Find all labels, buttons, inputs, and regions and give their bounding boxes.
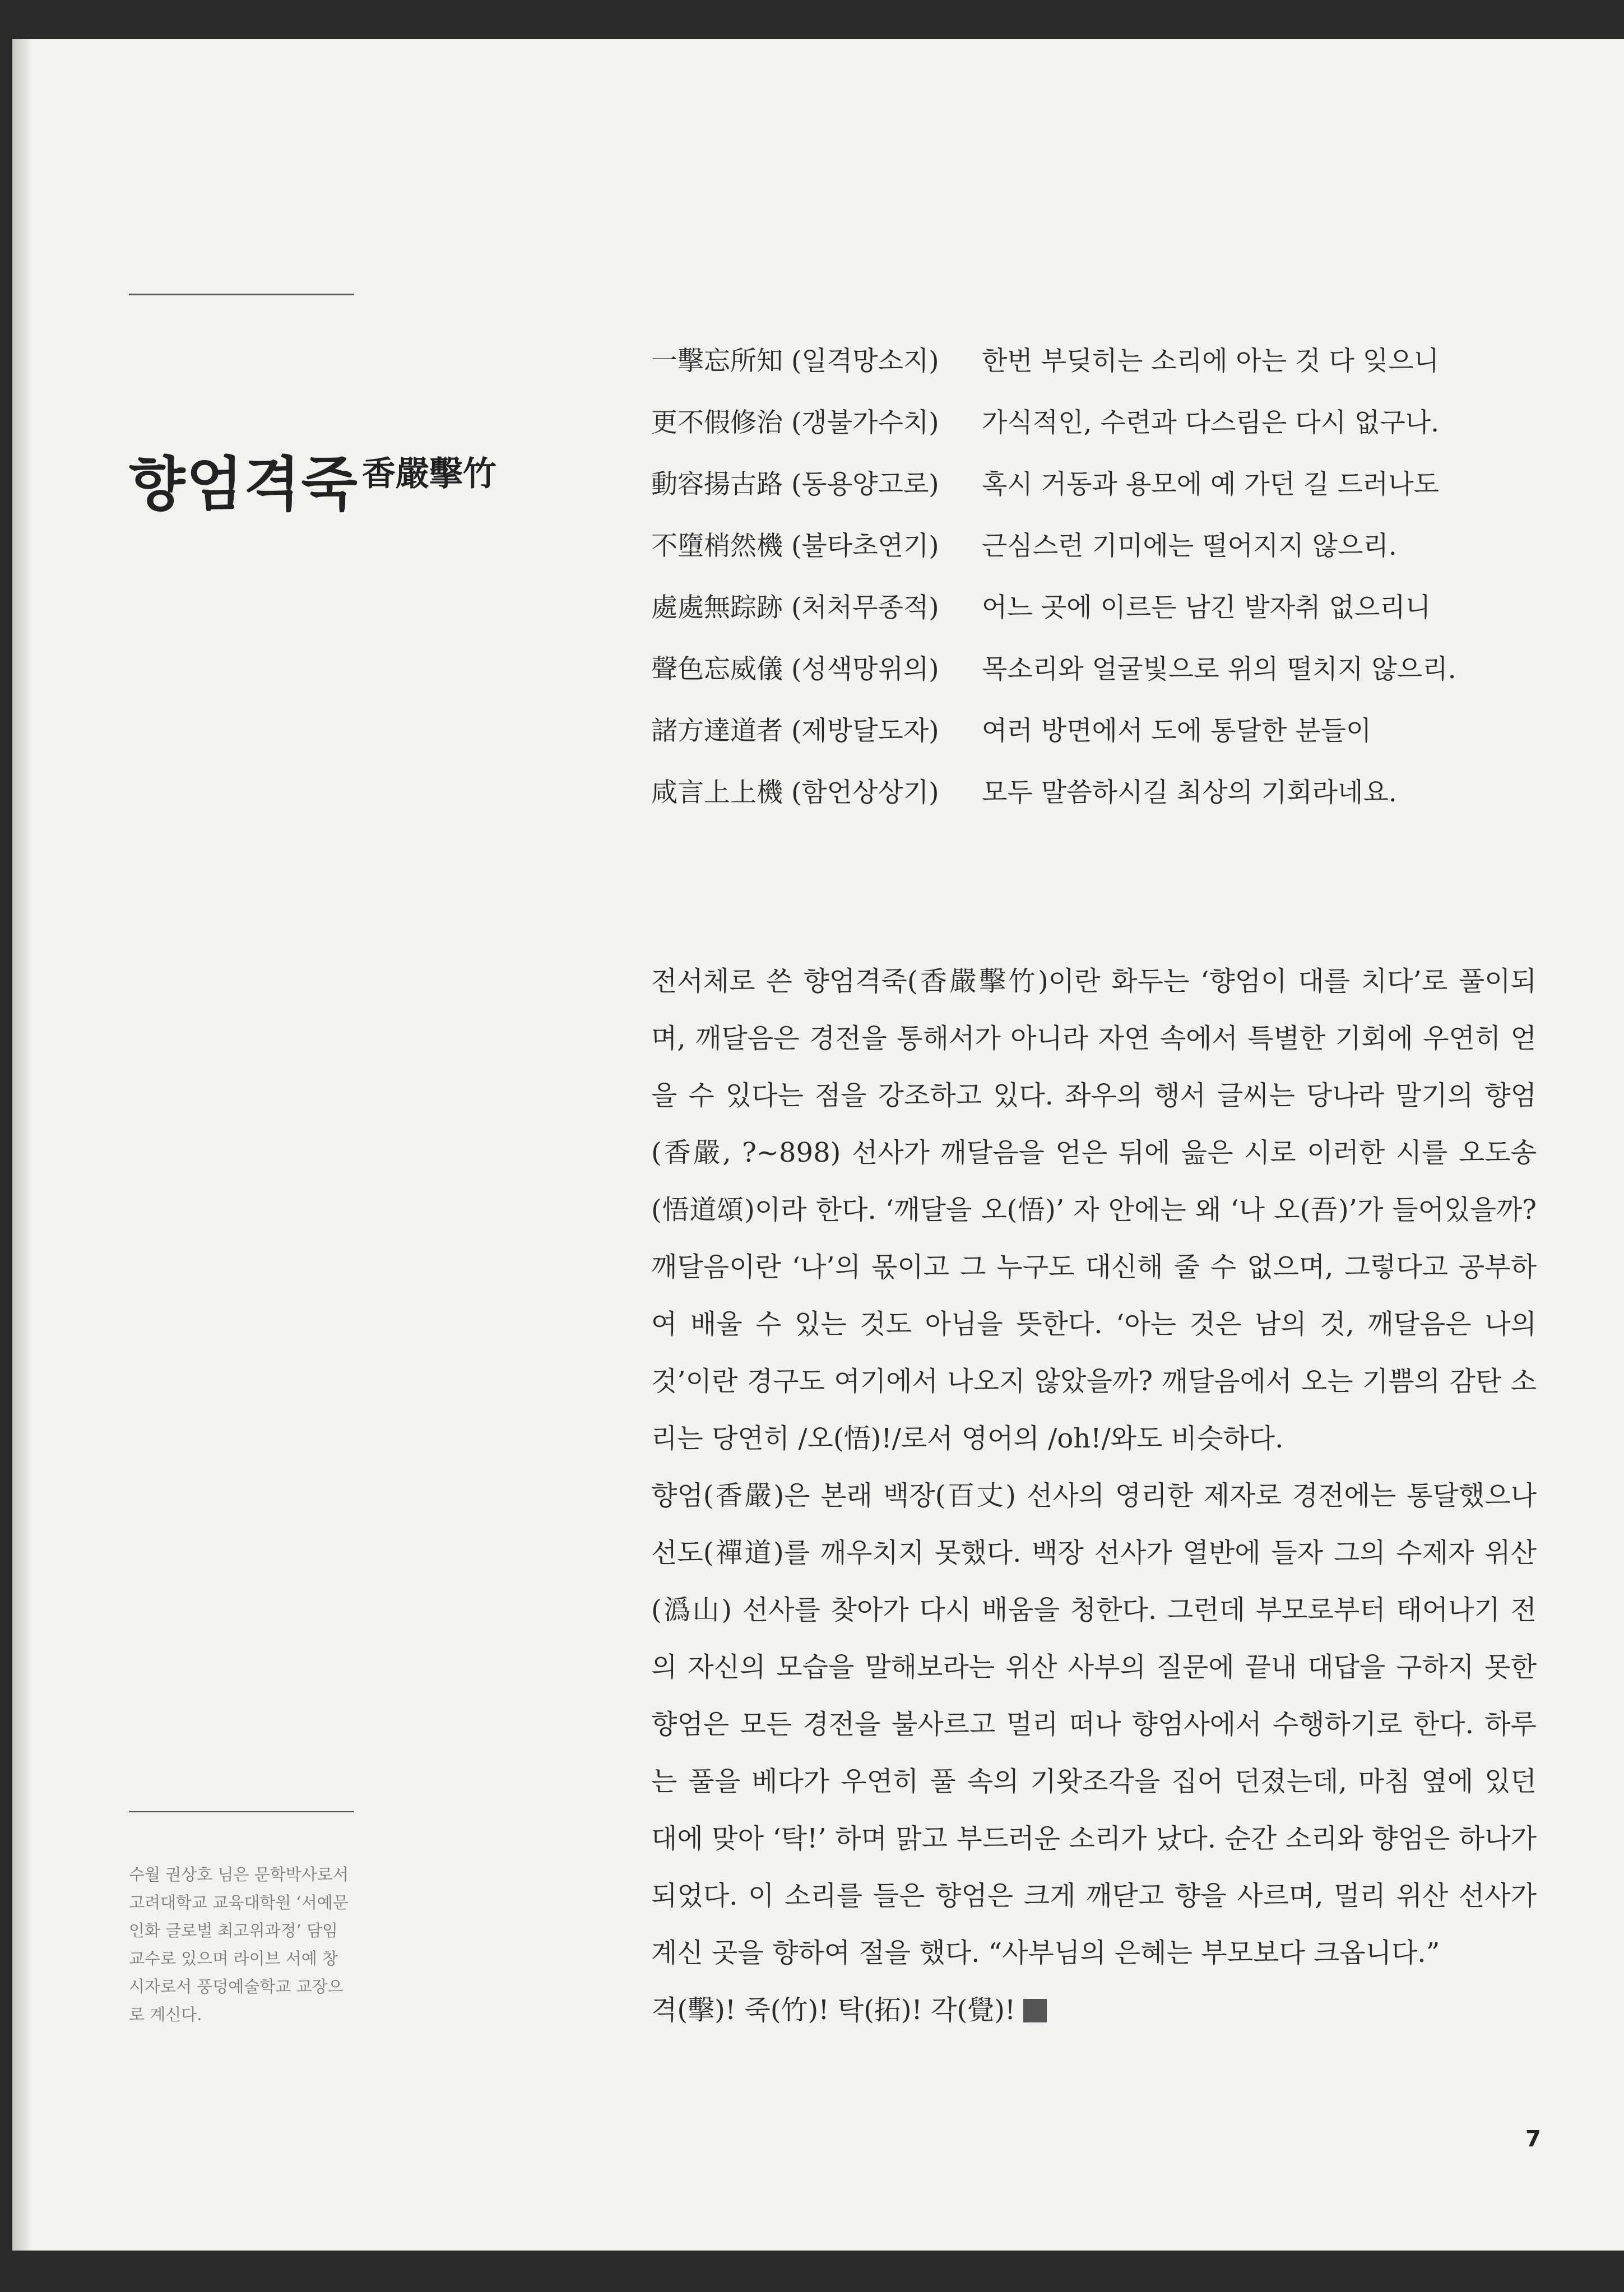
article-paragraph: 향엄(香嚴)은 본래 백장(百丈) 선사의 영리한 제자로 경전에는 통달했으나 선도(禪道)를 깨우치지 못했다. 백장 선사가 열반에 들자 그의 수제자 위산(潙山) 선사를 찾아가 다시 배움을 청한다. 그런데 부모로부터 태어나기 전의 자신의 모습을 말해보라는 위산 사부의 질문에 끝내 대답을 구하지 못한 향엄은 모든 경전을 불사르고 멀리 떠나 향엄사에서 수행하기로 한다. 하루는 풀을 베다가 우연히 풀 속의 기왓조각을 집어 던졌는데, 마침 옆에 있던 대에 맞아 ‘탁!’ 하며 맑고 부드러운 소리가 났다. 순간 소리와 향엄은 하나가 되었다. 이 소리를 들은 향엄은 크게 깨닫고 향을 사르며, 멀리 위산 선사가 계신 곳을 향하여 절을 했다. “사부님의 은혜는 부모보다 크옵니다.”: [651, 1480, 1537, 1969]
article-paragraph: 전서체로 쓴 향엄격죽(香嚴擊竹)이란 화두는 ‘향엄이 대를 치다’로 풀이되며, 깨달음은 경전을 통해서가 아니라 자연 속에서 특별한 기회에 우연히 얻을 수 있다는 점을 강조하고 있다. 좌우의 행서 글씨는 당나라 말기의 향엄(香嚴, ?~898) 선사가 깨달음을 얻은 뒤에 읊은 시로 이러한 시를 오도송(悟道頌)이라 한다. ‘깨달을 오(悟)’ 자 안에는 왜 ‘나 오(吾)’가 들어있을까? 깨달음이란 ‘나’의 몫이고 그 누구도 대신해 줄 수 없으며, 그렇다고 공부하여 배울 수 있는 것도 아님을 뜻한다. ‘아는 것은 남의 것, 깨달음은 나의 것’이란 경구도 여기에서 나오지 않았을까? 깨달음에서 오는 기쁨의 감탄 소리는 당연히 /오(悟)!/로서 영어의 /oh!/와도 비슷하다.: [651, 966, 1537, 1454]
poem-line: [651, 700, 1548, 762]
poem-hanja: 咸言上上機 (함언상상기): [651, 777, 939, 808]
poem-hanja: 不墮梢然機 (불타초연기): [651, 531, 939, 562]
poem-hanja: 諸方達道者 (제방달도자): [651, 716, 939, 746]
author-note: 수월 권상호 님은 문학박사로서 고려대학교 교육대학원 ‘서예문인화 글로벌 최고위과정’ 담임교수로 있으며 라이브 서예 창시자로서 풍덩예술학교 교장으로 계신다.: [129, 1865, 349, 2024]
poem-translation: 모두 말씀하시길 최상의 기회라네요.: [982, 777, 1397, 808]
page-title: [129, 437, 497, 521]
poem-translation: 근심스런 기미에는 떨어지지 않으리.: [982, 531, 1397, 562]
poem-hanja: 更不假修治 (갱불가수치): [651, 407, 939, 438]
article-body: [651, 953, 1537, 2039]
page-binding-shadow: [12, 39, 33, 2251]
poem-line: [651, 392, 1548, 454]
poem-translation: 목소리와 얼굴빛으로 위의 떨치지 않으리.: [982, 654, 1456, 685]
poem-translation: 한번 부딪히는 소리에 아는 것 다 잊으니: [982, 346, 1440, 377]
title-korean: 향엄격죽: [129, 450, 359, 518]
poem-translation: 어느 곳에 이르든 남긴 발자취 없으리니: [982, 592, 1431, 623]
page-number: 7: [1525, 2126, 1541, 2152]
title-rule: [129, 294, 354, 295]
seal-icon: [1023, 1999, 1047, 2022]
poem-line: [651, 577, 1548, 639]
article-closing: [651, 1982, 1537, 2039]
poem-hanja: 處處無踪跡 (처처무종적): [651, 592, 939, 623]
poem-translation: 가식적인, 수련과 다스림은 다시 없구나.: [982, 407, 1440, 438]
poem-line: [651, 331, 1548, 392]
poem-line: [651, 762, 1548, 824]
poem-line: [651, 639, 1548, 700]
poem-hanja: 一擊忘所知 (일격망소지): [651, 346, 939, 377]
poem-translation: 여러 방면에서 도에 통달한 분들이: [982, 716, 1372, 746]
note-rule: [129, 1811, 354, 1812]
poem-line: [651, 454, 1548, 516]
book-page: [12, 39, 1624, 2251]
title-hanja: 香嚴擊竹: [361, 454, 497, 494]
closing-text: 격(擊)! 죽(竹)! 탁(拓)! 각(覺)!: [651, 1994, 1016, 2026]
poem-hanja: 動容揚古路 (동용양고로): [651, 469, 939, 500]
poem-translation: 혹시 거동과 용모에 예 가던 길 드러나도: [982, 469, 1440, 500]
poem-line: [651, 516, 1548, 577]
poem-hanja: 聲色忘威儀 (성색망위의): [651, 654, 939, 685]
poem: [651, 331, 1548, 824]
